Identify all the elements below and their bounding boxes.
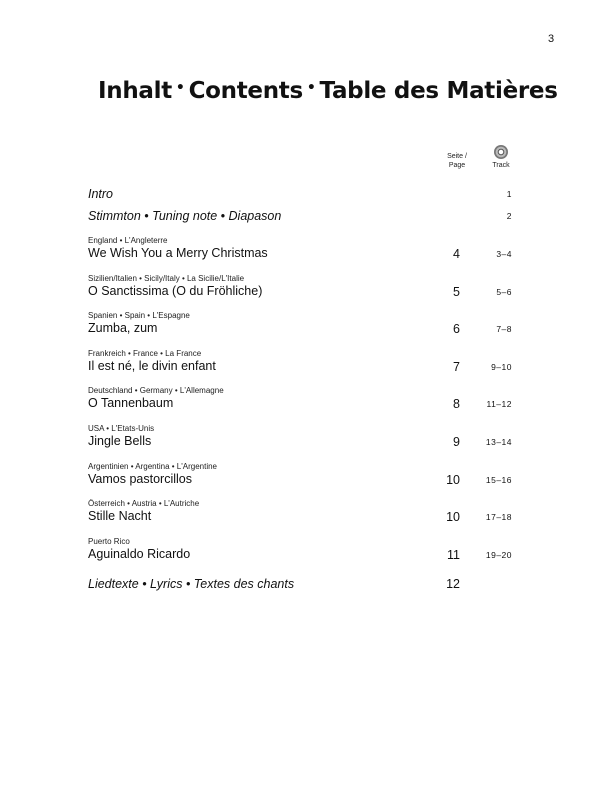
song-country: Puerto Rico bbox=[88, 537, 130, 546]
intro-title: Intro bbox=[88, 187, 114, 201]
song-title: Zumba, zum bbox=[88, 321, 158, 335]
song-country: Spanien • Spain • L'Espagne bbox=[88, 311, 190, 320]
cd-icon bbox=[494, 145, 508, 159]
page-number: 3 bbox=[548, 33, 555, 45]
column-header-page-line1: Seite / bbox=[447, 153, 467, 160]
title-fr: Table des Matières bbox=[319, 78, 558, 104]
song-page: 11 bbox=[447, 548, 460, 562]
song-page: 5 bbox=[453, 285, 460, 299]
song-country: Sizilien/Italien • Sicily/Italy • La Sicilie/L'Italie bbox=[88, 274, 245, 283]
song-country: Deutschland • Germany • L'Allemagne bbox=[88, 386, 224, 395]
lyrics-page: 12 bbox=[446, 577, 460, 591]
toc-row-intro bbox=[88, 187, 516, 202]
song-title: Jingle Bells bbox=[88, 434, 152, 448]
column-header-page-line2: Page bbox=[448, 162, 466, 169]
song-page: 10 bbox=[446, 473, 460, 487]
song-tracks: 11–12 bbox=[486, 399, 512, 409]
song-title: Stille Nacht bbox=[88, 509, 152, 523]
toc-row-song bbox=[88, 386, 516, 411]
title-de: Inhalt bbox=[98, 78, 172, 104]
intro-track: 1 bbox=[506, 189, 512, 199]
song-title: Vamos pastorcillos bbox=[88, 472, 192, 486]
tuning-title: Stimmton • Tuning note • Diapason bbox=[88, 209, 282, 223]
toc-row-tuning bbox=[88, 209, 516, 224]
song-title: Il est né, le divin enfant bbox=[88, 359, 216, 373]
song-country: England • L'Angleterre bbox=[88, 236, 168, 245]
toc-row-song bbox=[88, 462, 516, 487]
page-title bbox=[98, 78, 558, 104]
lyrics-title: Liedtexte • Lyrics • Textes des chants bbox=[88, 577, 295, 591]
song-tracks: 7–8 bbox=[496, 324, 512, 334]
song-tracks: 3–4 bbox=[496, 249, 512, 259]
title-separator: • bbox=[175, 80, 185, 96]
song-tracks: 13–14 bbox=[485, 437, 512, 447]
song-page: 6 bbox=[453, 322, 460, 336]
toc-row-song bbox=[88, 537, 516, 562]
song-tracks: 9–10 bbox=[491, 362, 512, 372]
song-title: O Tannenbaum bbox=[88, 396, 174, 410]
song-tracks: 5–6 bbox=[496, 287, 512, 297]
tuning-track: 2 bbox=[506, 211, 512, 221]
toc-row-lyrics bbox=[88, 577, 516, 592]
song-country: USA • L'Etats-Unis bbox=[88, 424, 155, 433]
song-page: 7 bbox=[453, 360, 460, 374]
column-header-track: Track bbox=[492, 162, 510, 169]
title-en: Contents bbox=[188, 78, 303, 104]
song-country: Frankreich • France • La France bbox=[88, 349, 202, 358]
song-tracks: 17–18 bbox=[485, 512, 512, 522]
song-country: Argentinien • Argentina • L'Argentine bbox=[88, 462, 217, 471]
song-page: 4 bbox=[453, 247, 460, 261]
song-country: Österreich • Austria • L'Autriche bbox=[88, 499, 200, 508]
toc-row-song bbox=[88, 274, 516, 299]
song-page: 9 bbox=[453, 435, 460, 449]
toc-row-song bbox=[88, 424, 516, 449]
toc-row-song bbox=[88, 499, 516, 524]
song-title: Aguinaldo Ricardo bbox=[88, 547, 191, 561]
song-title: We Wish You a Merry Christmas bbox=[88, 246, 268, 260]
song-tracks: 19–20 bbox=[485, 550, 512, 560]
toc-row-song bbox=[88, 311, 516, 336]
title-separator: • bbox=[306, 80, 316, 96]
song-title: O Sanctissima (O du Fröhliche) bbox=[88, 284, 263, 298]
toc-row-song bbox=[88, 236, 516, 261]
song-tracks: 15–16 bbox=[485, 475, 512, 485]
toc-row-song bbox=[88, 349, 516, 374]
song-page: 10 bbox=[446, 510, 460, 524]
column-header-page bbox=[444, 152, 470, 170]
song-page: 8 bbox=[453, 397, 460, 411]
